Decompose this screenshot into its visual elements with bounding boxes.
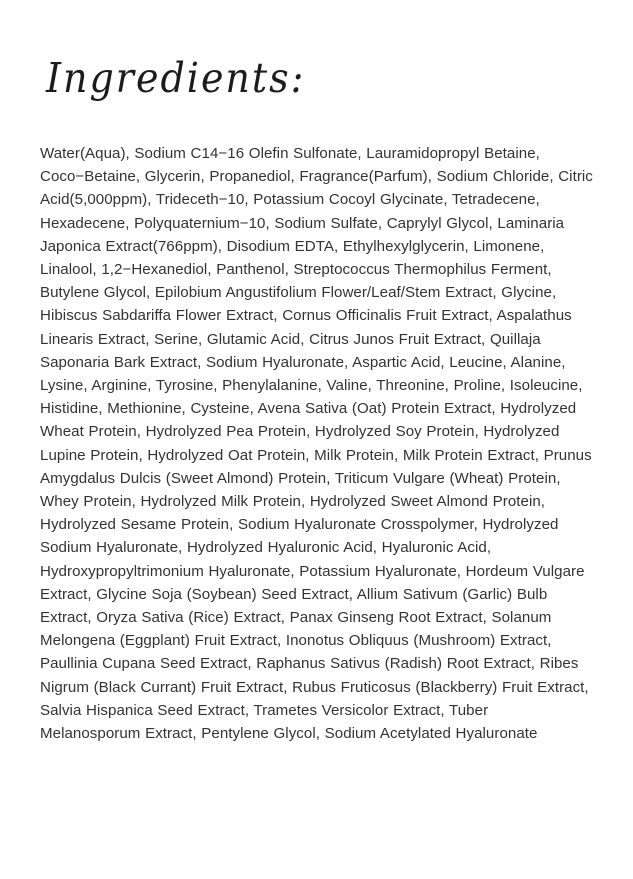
ingredients-list-text: Water(Aqua), Sodium C14−16 Olefin Sulfonate, Lauramidopropyl Betaine, Coco−Betaine, Glycerin, Propanediol, Fragrance(Parfum), Sodium Chloride, Citric Acid(5,000ppm), Trideceth−10, Potassium Cocoyl Glycinate, Tetradecene, Hexadecene, Polyquaternium−10, Sodium Sulfate, Caprylyl Glycol, Laminaria Japonica Extract(766ppm), Disodium EDTA, Ethylhexylglycerin, Limonene, Linalool, 1,2−Hexanediol, Panthenol, Streptococcus Thermophilus Ferment, Butylene Glycol, Epilobium Angustifolium Flower/Leaf/Stem Extract, Glycine, Hibiscus Sabdariffa Flower Extract, Cornus Officinalis Fruit Extract, Aspalathus Linearis Extract, Serine, Glutamic Acid, Citrus Junos Fruit Extract, Quillaja Saponaria Bark Extract, Sodium Hyaluronate, Aspartic Acid, Leucine, Alanine, Lysine, Arginine, Tyrosine, Phenylalanine, Valine, Threonine, Proline, Isoleucine, Histidine, Methionine, Cysteine, Avena Sativa (Oat) Protein Extract, Hydrolyzed Wheat Protein, Hydrolyzed Pea Protein, Hydrolyzed Soy Protein, Hydrolyzed Lupine Protein, Hydrolyzed Oat Protein, Milk Protein, Milk Protein Extract, Prunus Amygdalus Dulcis (Sweet Almond) Protein, Triticum Vulgare (Wheat) Protein, Whey Protein, Hydrolyzed Milk Protein, Hydrolyzed Sweet Almond Protein, Hydrolyzed Sesame Protein, Sodium Hyaluronate Crosspolymer, Hydrolyzed Sodium Hyaluronate, Hydrolyzed Hyaluronic Acid, Hyaluronic Acid, Hydroxypropyltrimonium Hyaluronate, Potassium Hyaluronate, Hordeum Vulgare Extract, Glycine Soja (Soybean) Seed Extract, Allium Sativum (Garlic) Bulb Extract, Oryza Sativa (Rice) Extract, Panax Ginseng Root Extract, Solanum Melongena (Eggplant) Fruit Extract, Inonotus Obliquus (Mushroom) Extract, Paullinia Cupana Seed Extract, Raphanus Sativus (Radish) Root Extract, Ribes Nigrum (Black Currant) Fruit Extract, Rubus Fruticosus (Blackberry) Fruit Extract, Salvia Hispanica Seed Extract, Trametes Versicolor Extract, Tuber Melanosporum Extract, Pentylene Glycol, Sodium Acetylated Hyaluronate (40, 145, 593, 743)
page-title: Ingredients: (46, 54, 306, 102)
